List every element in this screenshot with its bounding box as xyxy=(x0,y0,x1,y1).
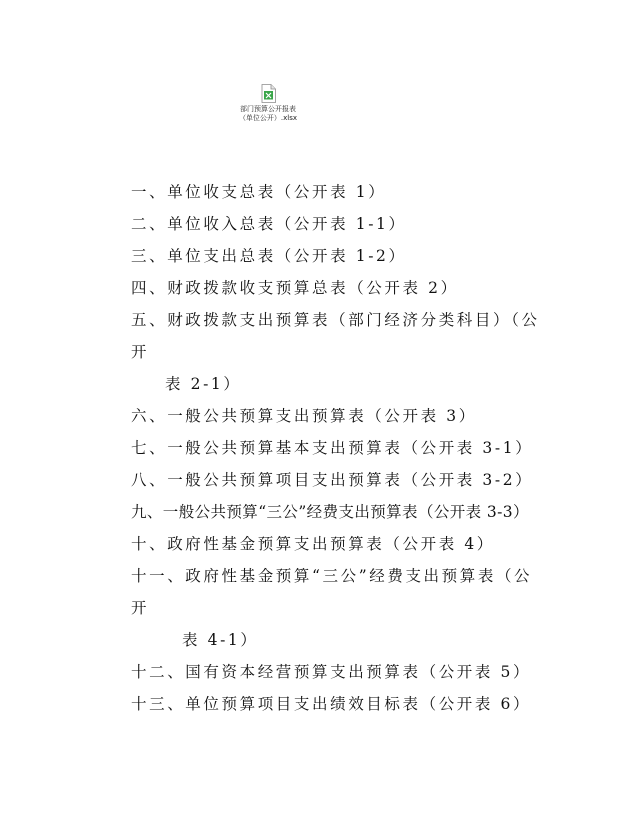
toc-item-text: 十二、国有资本经营预算支出预算表（公开表 5） xyxy=(131,663,532,681)
toc-item-11 xyxy=(131,560,541,656)
toc-item-9 xyxy=(131,496,541,528)
toc-item-10 xyxy=(131,528,541,560)
toc-item-text: 六、一般公共预算支出预算表（公开表 3） xyxy=(131,407,477,425)
xlsx-file-icon xyxy=(261,84,276,103)
toc-item-7 xyxy=(131,432,541,464)
toc-item-text: 三、单位支出总表（公开表 1-2） xyxy=(131,247,407,265)
toc-item-1 xyxy=(131,176,541,208)
toc-item-continuation: 表 4-1） xyxy=(182,631,259,649)
toc-item-text: 一、单位收支总表（公开表 1） xyxy=(131,183,387,201)
file-name-line-2: （单位公开）.xlsx xyxy=(238,114,298,122)
toc-item-text: 四、财政拨款收支预算总表（公开表 2） xyxy=(131,279,459,297)
toc-item-text: 九、一般公共预算“三公”经费支出预算表（公开表 3-3） xyxy=(131,503,529,521)
toc-item-text: 八、一般公共预算项目支出预算表（公开表 3-2） xyxy=(131,471,534,489)
toc-item-text: 七、一般公共预算基本支出预算表（公开表 3-1） xyxy=(131,439,534,457)
toc-item-12 xyxy=(131,656,541,688)
toc-item-13 xyxy=(131,688,541,720)
toc-item-text: 二、单位收入总表（公开表 1-1） xyxy=(131,215,407,233)
toc-item-8 xyxy=(131,464,541,496)
toc-item-4 xyxy=(131,272,541,304)
table-of-contents xyxy=(131,176,541,720)
toc-item-text: 十、政府性基金预算支出预算表（公开表 4） xyxy=(131,535,495,553)
file-name-line-1: 部门预算公开报表 xyxy=(240,105,296,113)
toc-item-text: 十三、单位预算项目支出绩效目标表（公开表 6） xyxy=(131,695,532,713)
toc-item-5 xyxy=(131,304,541,400)
toc-item-6 xyxy=(131,400,541,432)
toc-item-text: 五、财政拨款支出预算表（部门经济分类科目）（公开 xyxy=(131,311,540,361)
toc-item-text: 十一、政府性基金预算“三公”经费支出预算表（公开 xyxy=(131,567,533,617)
embedded-file-attachment[interactable] xyxy=(228,84,308,123)
toc-item-3 xyxy=(131,240,541,272)
toc-item-continuation: 表 2-1） xyxy=(165,375,242,393)
toc-item-2 xyxy=(131,208,541,240)
